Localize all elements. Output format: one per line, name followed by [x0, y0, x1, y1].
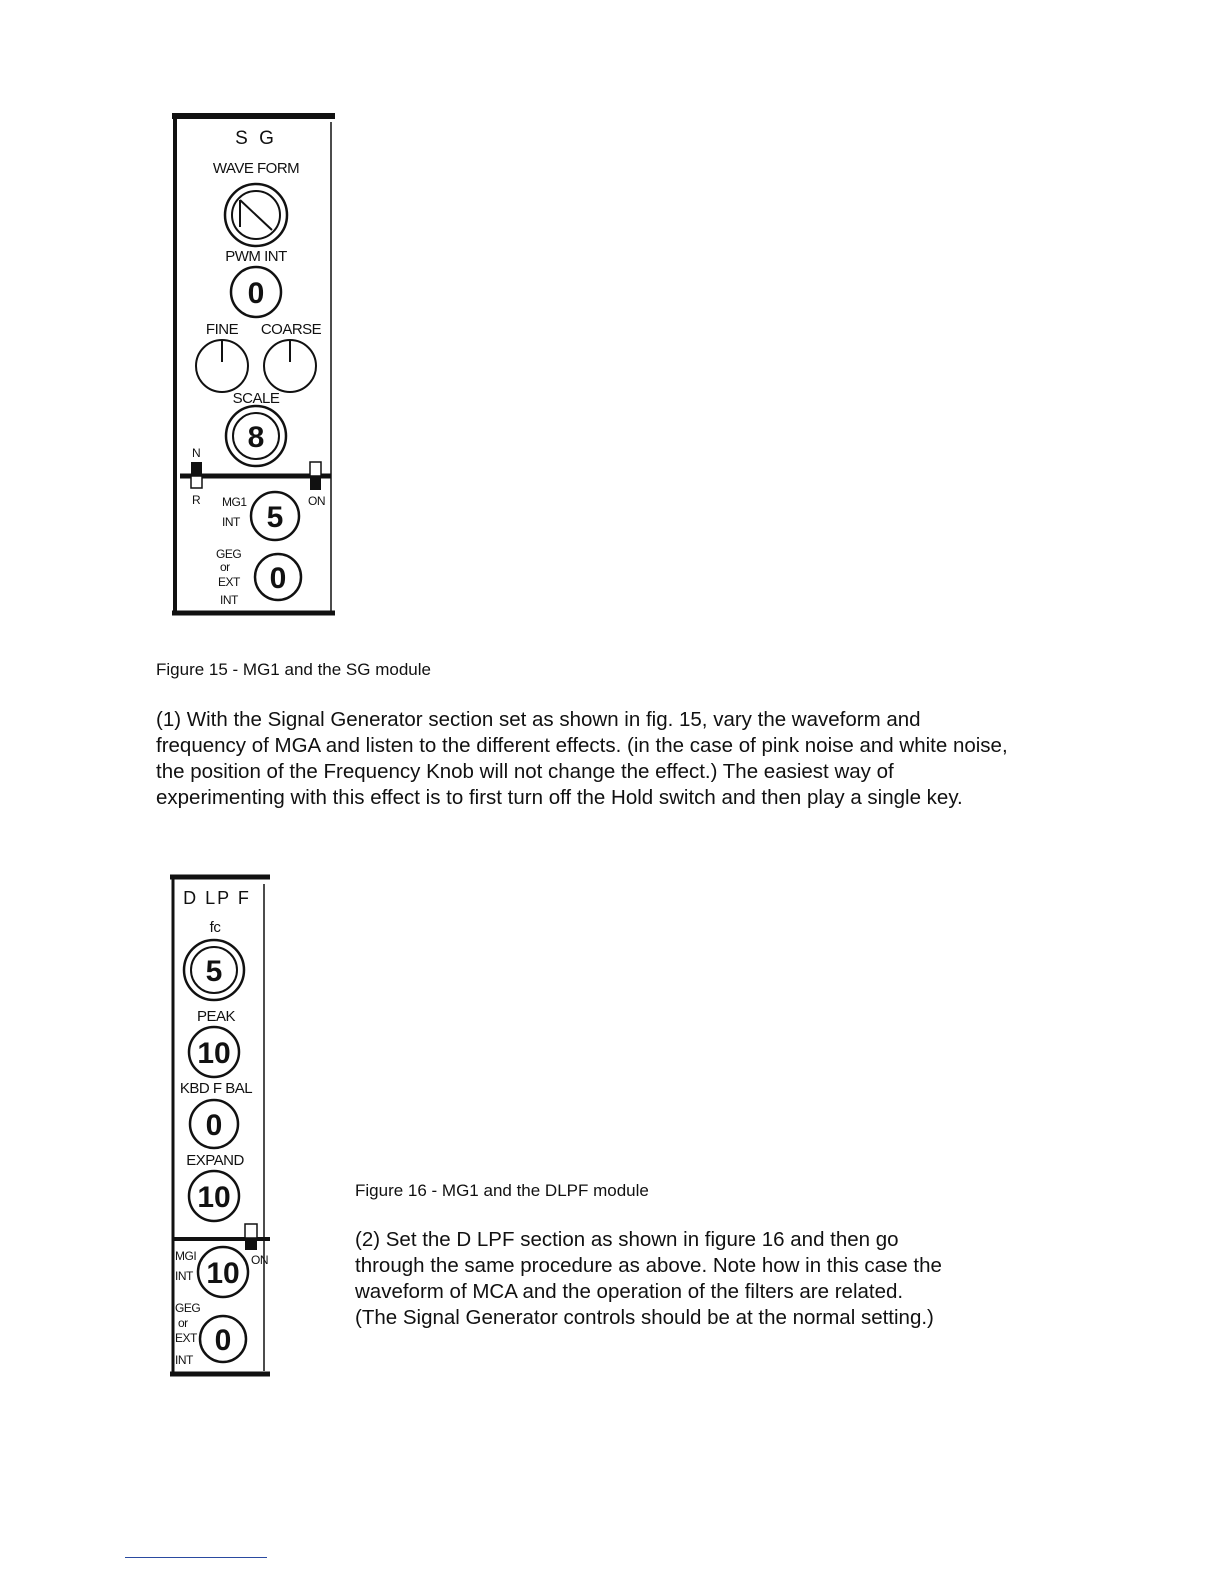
on-label: ON [251, 1253, 268, 1267]
panel-title: D LP F [183, 888, 251, 908]
coarse-label: COARSE [260, 321, 322, 338]
paragraph-2: (2) Set the D LPF section as shown in figure 16 and then go through the same procedure as above. Note how in this case the waveform of MCA and the operation of the filters are related. (The Signal Generator controls should be at the normal setting.) [355, 1228, 942, 1329]
n-r-switch[interactable] [191, 462, 202, 488]
coarse-knob[interactable] [264, 340, 316, 392]
on-switch[interactable] [310, 462, 321, 490]
expand-label: EXPAND [186, 1152, 244, 1169]
geg-ext-int-knob[interactable] [255, 554, 301, 600]
peak-label: PEAK [196, 1008, 236, 1025]
figure-16-caption: Figure 16 - MG1 and the DLPF module [355, 1181, 649, 1200]
mg1-int-knob[interactable] [198, 1247, 248, 1297]
mg1-int-label-1: MG1 [222, 495, 247, 509]
fc-knob[interactable] [184, 940, 244, 1000]
geg-ext-int-value: 0 [269, 562, 287, 595]
geg-label-1: GEG [175, 1301, 201, 1315]
paragraph-1: (1) With the Signal Generator section set as shown in fig. 15, vary the waveform and frequency of MGA and listen to the different effects. (in the case of pink noise and white noise, the position of the Frequency Knob will not change the effect.) The easiest way of experimenting with this effect is to first turn off the Hold switch and then play a single key. [156, 708, 1008, 809]
scale-knob[interactable] [226, 406, 286, 466]
geg-label-2: or [220, 560, 230, 574]
kbd-f-bal-knob[interactable] [190, 1100, 238, 1148]
geg-ext-int-value: 0 [214, 1324, 232, 1357]
mg1-int-label-2: INT [175, 1269, 193, 1283]
mg1-int-knob[interactable] [251, 492, 299, 540]
geg-label-3: EXT [175, 1331, 197, 1345]
geg-label-2: or [178, 1316, 188, 1330]
geg-ext-int-knob[interactable] [200, 1316, 246, 1362]
fc-value: 5 [205, 955, 223, 988]
panel-title: S G [235, 128, 277, 149]
pwm-int-value: 0 [247, 277, 265, 310]
fine-knob[interactable] [196, 340, 248, 392]
on-label: ON [308, 494, 325, 508]
n-label: N [192, 446, 201, 460]
r-label: R [192, 493, 201, 507]
pwm-int-label: PWM INT [225, 248, 287, 265]
scale-value: 8 [247, 421, 265, 454]
kbd-f-bal-label: KBD F BAL [179, 1080, 253, 1097]
waveform-knob[interactable] [225, 184, 287, 246]
dlpf-module-panel [150, 866, 290, 1386]
fc-label: fc [209, 919, 221, 936]
geg-label-3: EXT [218, 575, 240, 589]
footnote-separator [125, 1557, 267, 1558]
sg-module-panel [150, 100, 360, 640]
expand-value: 10 [197, 1181, 231, 1214]
kbd-f-bal-value: 0 [205, 1109, 223, 1142]
geg-label-4: INT [220, 593, 238, 607]
expand-knob[interactable] [189, 1171, 239, 1221]
waveform-label: WAVE FORM [212, 160, 300, 177]
peak-value: 10 [197, 1037, 231, 1070]
peak-knob[interactable] [189, 1027, 239, 1077]
geg-label-1: GEG [216, 547, 242, 561]
mg1-int-label-2: INT [222, 515, 240, 529]
mg1-int-value: 5 [266, 501, 284, 534]
geg-label-4: INT [175, 1353, 193, 1367]
scale-label: SCALE [232, 390, 280, 407]
figure-15-caption: Figure 15 - MG1 and the SG module [156, 660, 431, 679]
fine-label: FINE [205, 321, 239, 338]
on-switch[interactable] [245, 1224, 257, 1250]
mg1-int-value: 10 [206, 1257, 240, 1290]
pwm-int-knob[interactable] [231, 267, 281, 317]
mg1-int-label-1: MGI [175, 1249, 197, 1263]
